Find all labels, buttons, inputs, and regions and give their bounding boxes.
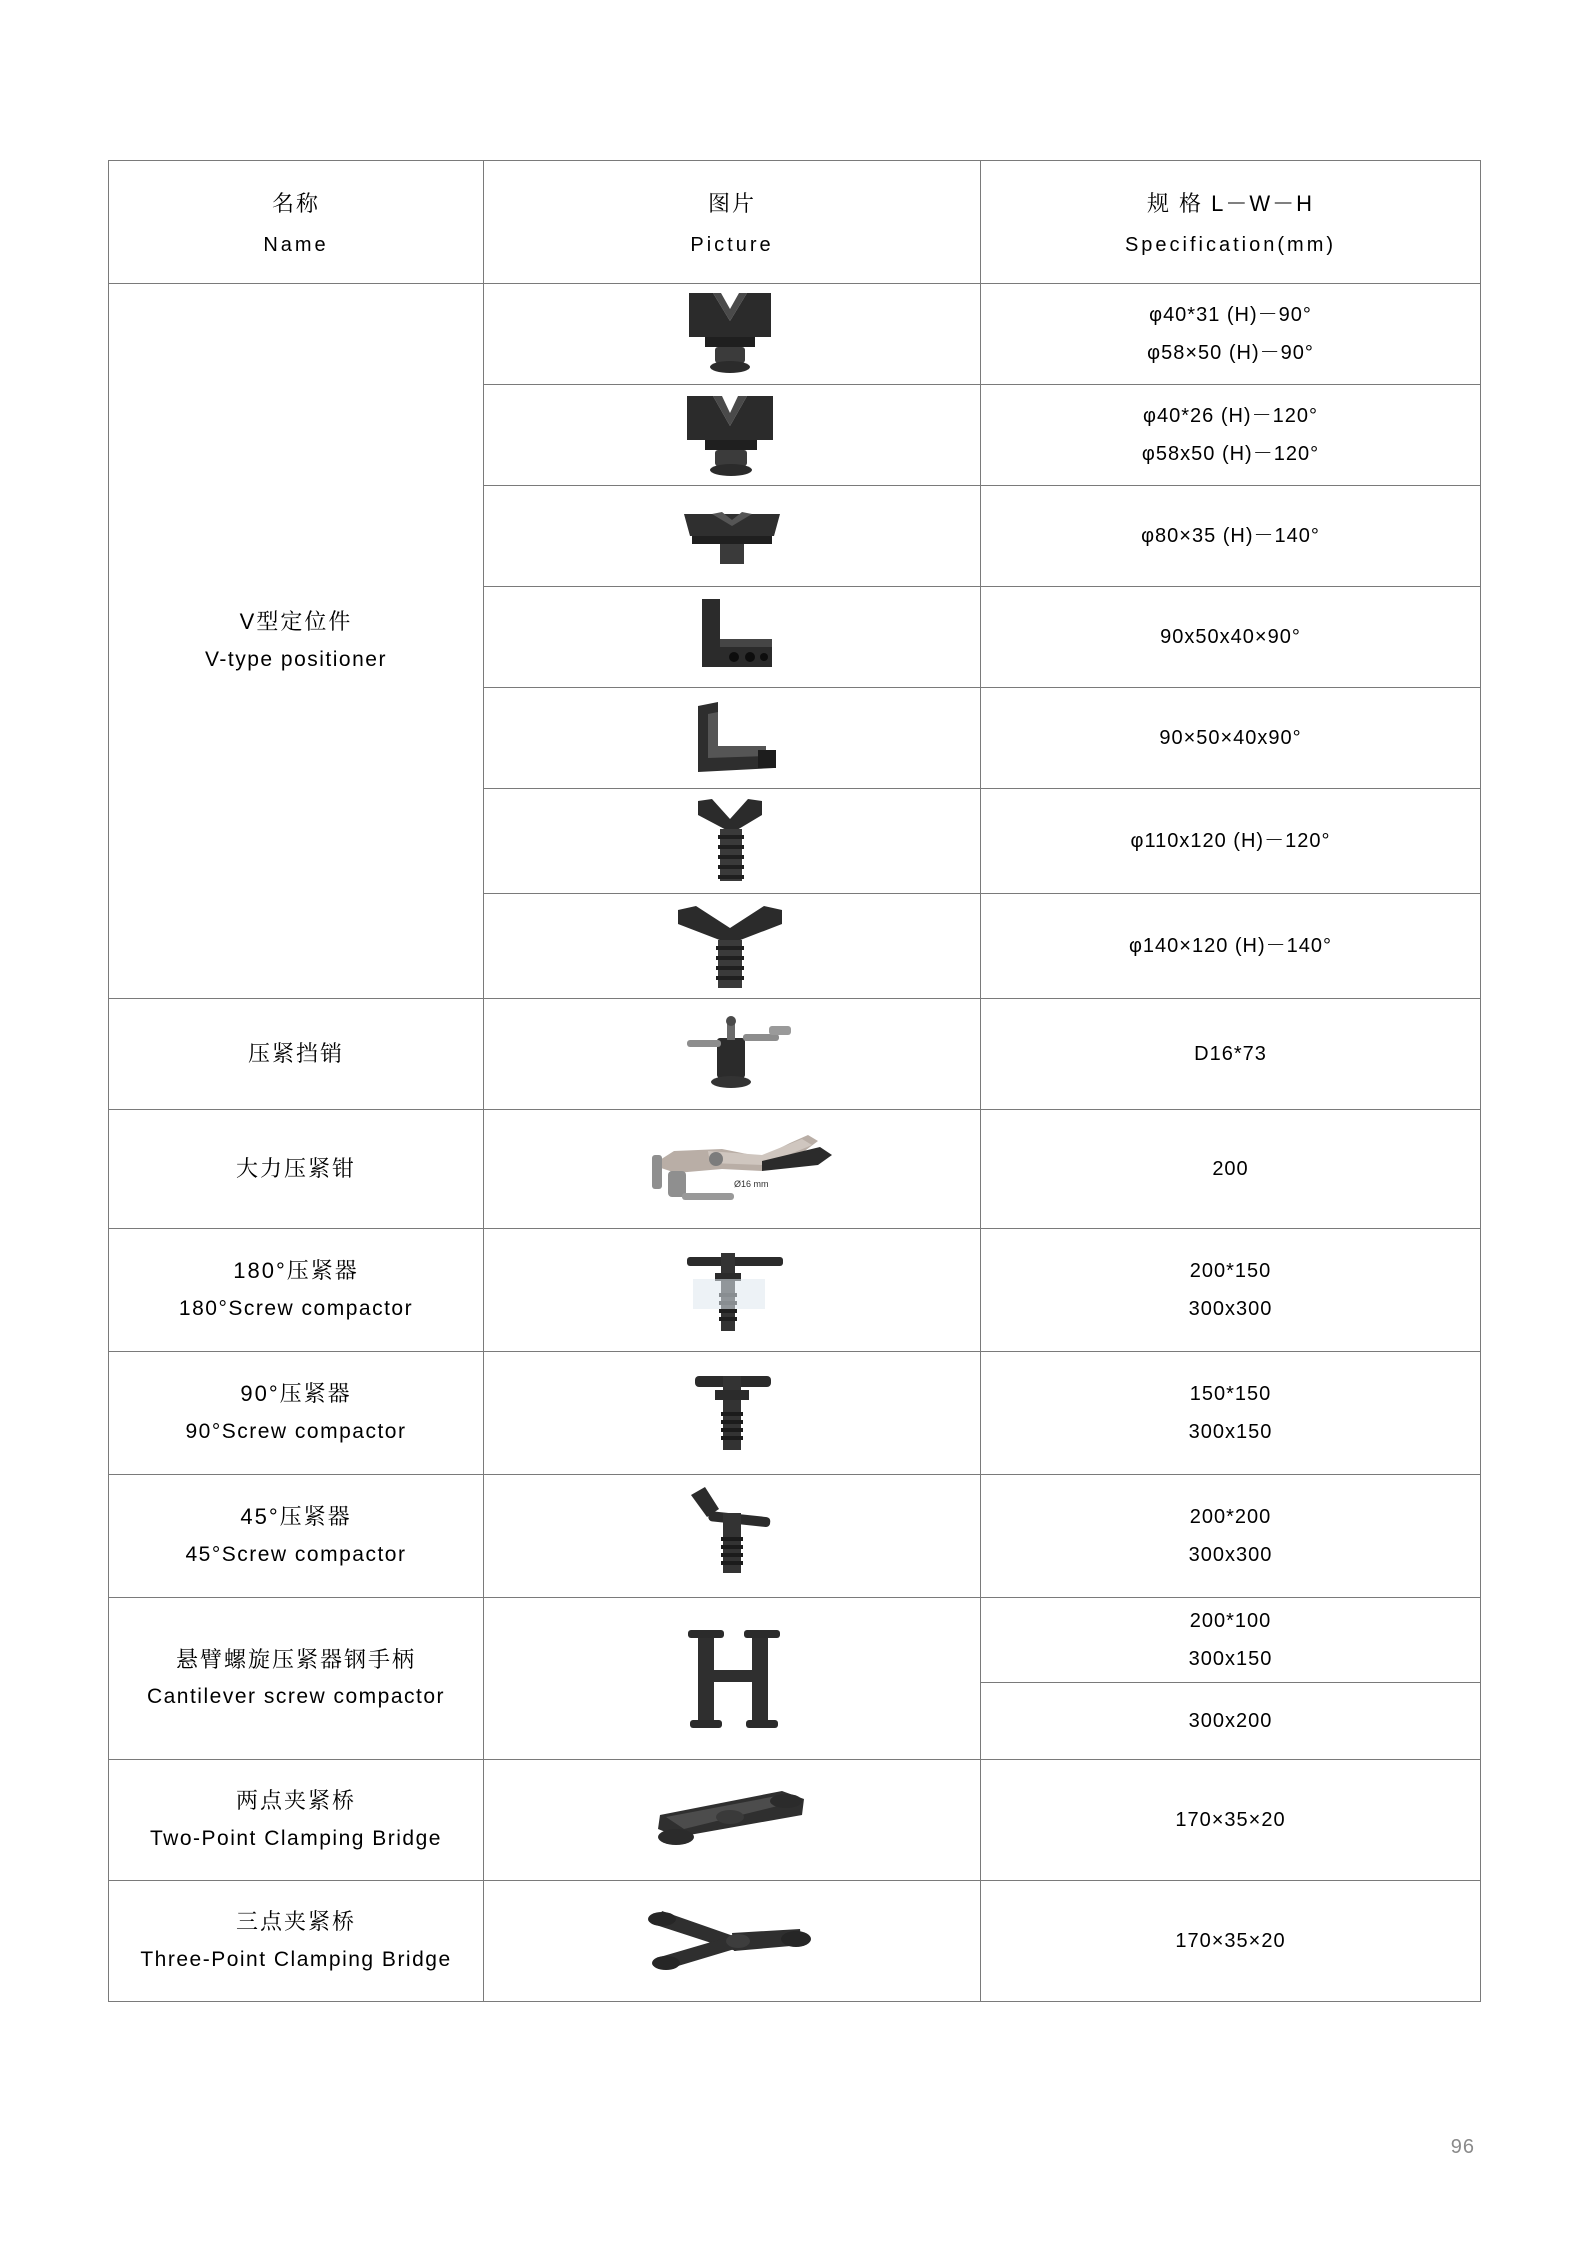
header-picture-en: Picture — [690, 234, 774, 256]
table-row — [109, 1229, 1481, 1352]
product-name-en: Three-Point Clamping Bridge — [140, 1947, 452, 1971]
page-number: 96 — [1450, 2136, 1475, 2158]
product-name-en: 90°Screw compactor — [185, 1419, 407, 1443]
spec-line: 300x300 — [1188, 1544, 1273, 1566]
product-name-cn: 三点夹紧桥 — [235, 1909, 356, 1935]
product-spec-cell — [981, 1881, 1481, 2002]
product-name-cn: 压紧挡销 — [247, 1040, 344, 1066]
v-angle-bracket-icon — [484, 587, 980, 687]
spec-line: 200*150 — [1189, 1260, 1272, 1282]
product-name-cell — [109, 1475, 484, 1598]
product-name-cell — [109, 1598, 484, 1760]
spec-line: 200*200 — [1189, 1506, 1272, 1528]
spec-line: 150*150 — [1189, 1383, 1272, 1405]
spec-line: 300x300 — [1188, 1298, 1273, 1320]
spec-line: φ80×35 (H)－140° — [1141, 525, 1320, 547]
product-name-cn: 大力压紧钳 — [235, 1155, 356, 1181]
spec-line: 90x50x40×90° — [1160, 626, 1301, 648]
spec-line: φ58x50 (H)－120° — [1141, 443, 1320, 465]
spec-line: 170×35×20 — [1175, 1809, 1286, 1831]
product-spec-cell — [981, 1229, 1481, 1352]
product-spec-cell — [981, 486, 1481, 587]
spec-line: 300x150 — [1188, 1648, 1273, 1670]
product-name-cn: 180°压紧器 — [233, 1258, 359, 1284]
product-picture-cell — [484, 894, 981, 999]
spec-line: φ40*26 (H)－120° — [1143, 405, 1318, 427]
product-picture-cell — [484, 1110, 981, 1229]
locking-pliers-icon — [484, 1110, 980, 1228]
product-picture-cell — [484, 1881, 981, 2002]
product-name-en: 180°Screw compactor — [178, 1296, 414, 1320]
product-picture-cell — [484, 999, 981, 1110]
product-name-cn: 悬臂螺旋压紧器钢手柄 — [175, 1646, 416, 1672]
spec-line: 300x200 — [1188, 1710, 1273, 1732]
spec-line: 170×35×20 — [1175, 1930, 1286, 1952]
product-spec-cell — [981, 999, 1481, 1110]
table-row — [109, 999, 1481, 1110]
product-spec-cell — [981, 385, 1481, 486]
cantilever-screw-compactor-icon — [484, 1598, 980, 1759]
spec-line: φ110x120 (H)－120° — [1130, 830, 1331, 852]
product-picture-cell — [484, 385, 981, 486]
stop-pin-icon — [484, 999, 980, 1109]
product-spec-cell — [981, 1598, 1481, 1683]
header-name-cn: 名称 — [271, 191, 320, 216]
spec-line: φ40*31 (H)－90° — [1149, 304, 1312, 326]
product-picture-cell — [484, 1475, 981, 1598]
header-name-en: Name — [263, 234, 329, 256]
product-name-cell — [109, 999, 484, 1110]
product-picture-cell — [484, 1598, 981, 1760]
product-name-cn: V型定位件 — [239, 609, 353, 635]
product-picture-cell — [484, 1229, 981, 1352]
product-spec-cell — [981, 789, 1481, 894]
v-tee-post-wide-icon — [484, 894, 980, 998]
table-row — [109, 1881, 1481, 2002]
product-name-en: Two-Point Clamping Bridge — [150, 1826, 442, 1850]
v-low-block-icon — [484, 486, 980, 586]
product-spec-cell — [981, 587, 1481, 688]
spec-line: D16*73 — [1194, 1043, 1267, 1065]
screw-compactor-180-icon — [484, 1229, 980, 1351]
table-row — [109, 1598, 1481, 1683]
three-point-clamping-bridge-icon — [484, 1881, 980, 2001]
table-row — [109, 1475, 1481, 1598]
product-name-cn: 45°压紧器 — [240, 1504, 352, 1530]
product-spec-cell — [981, 1760, 1481, 1881]
product-spec-cell — [981, 894, 1481, 999]
product-spec-table — [108, 160, 1481, 2002]
product-picture-cell — [484, 284, 981, 385]
header-specification-cn: 规 格 L－W－H — [1146, 191, 1315, 216]
table-row — [109, 1110, 1481, 1229]
product-picture-cell — [484, 587, 981, 688]
product-name-en: Cantilever screw compactor — [146, 1685, 446, 1709]
screw-compactor-90-icon — [484, 1352, 980, 1474]
product-name-cell — [109, 1760, 484, 1881]
header-picture — [484, 161, 981, 284]
header-specification — [981, 161, 1481, 284]
spec-line: 300x150 — [1188, 1421, 1273, 1443]
product-name-en: V-type positioner — [205, 647, 387, 671]
spec-line: φ58×50 (H)－90° — [1147, 342, 1314, 364]
two-point-clamping-bridge-icon — [484, 1760, 980, 1880]
screw-compactor-45-icon — [484, 1475, 980, 1597]
spec-line: φ140×120 (H)－140° — [1128, 935, 1333, 957]
v-angle-bracket-flat-icon — [484, 688, 980, 788]
product-spec-cell — [981, 1683, 1481, 1760]
header-picture-cn: 图片 — [707, 191, 756, 216]
header-specification-en: Specification(mm) — [1124, 234, 1337, 256]
product-spec-cell — [981, 1110, 1481, 1229]
product-name-en: 45°Screw compactor — [185, 1542, 407, 1566]
product-name-cell — [109, 1881, 484, 2002]
spec-line: 200*100 — [1189, 1610, 1272, 1632]
product-spec-cell — [981, 688, 1481, 789]
product-picture-cell — [484, 789, 981, 894]
product-name-cn: 90°压紧器 — [240, 1381, 352, 1407]
product-spec-cell — [981, 284, 1481, 385]
product-name-cell — [109, 1229, 484, 1352]
table-row — [109, 1352, 1481, 1475]
product-name-cell — [109, 1110, 484, 1229]
v-block-clamp-icon — [484, 284, 980, 384]
product-spec-cell — [981, 1475, 1481, 1598]
product-picture-cell — [484, 688, 981, 789]
svg-text:Ø16 mm: Ø16 mm — [734, 1179, 769, 1189]
product-picture-cell — [484, 486, 981, 587]
spec-line: 90×50×40x90° — [1159, 727, 1302, 749]
header-name — [109, 161, 484, 284]
product-name-cell — [109, 284, 484, 999]
table-header-row — [109, 161, 1481, 284]
spec-line: 200 — [1212, 1158, 1249, 1180]
table-row — [109, 284, 1481, 385]
product-picture-cell — [484, 1352, 981, 1475]
v-tee-post-icon — [484, 789, 980, 893]
v-block-clamp-icon — [484, 385, 980, 485]
table-row — [109, 1760, 1481, 1881]
product-name-cell — [109, 1352, 484, 1475]
product-name-cn: 两点夹紧桥 — [235, 1788, 356, 1814]
product-spec-cell — [981, 1352, 1481, 1475]
product-picture-cell — [484, 1760, 981, 1881]
